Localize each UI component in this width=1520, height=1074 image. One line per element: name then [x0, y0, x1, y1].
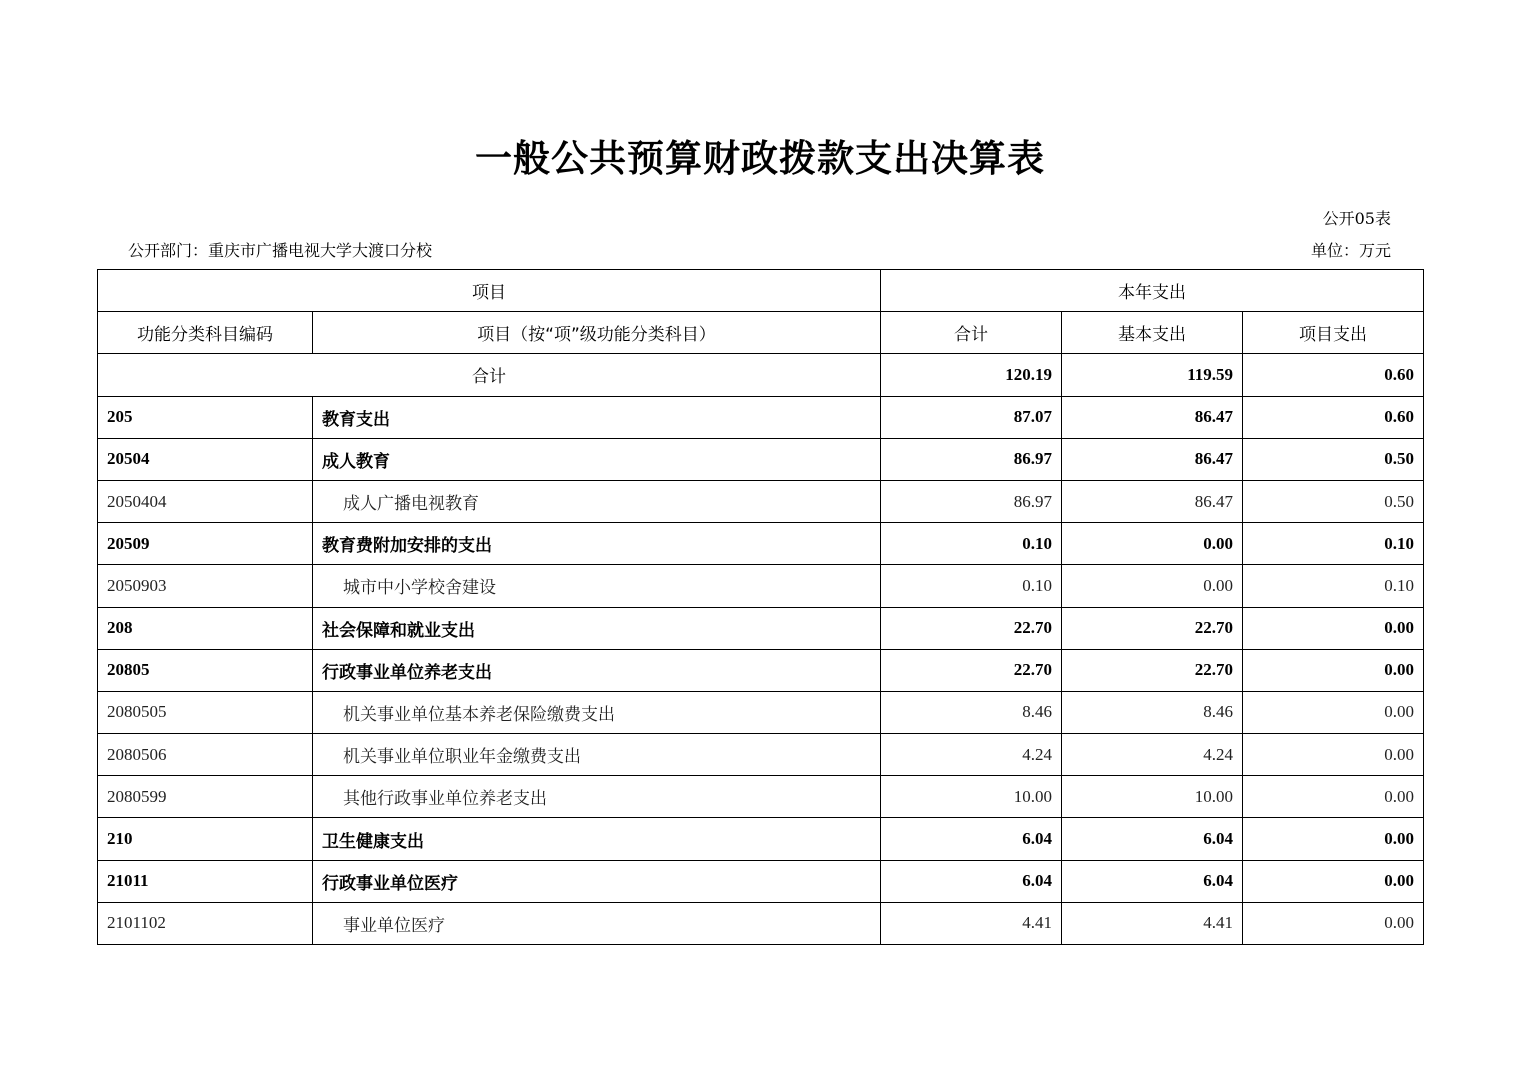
basic-cell: 22.70 [1062, 607, 1243, 649]
code-cell: 2050903 [98, 565, 313, 607]
basic-cell: 86.47 [1062, 480, 1243, 522]
total-cell: 87.07 [881, 396, 1062, 438]
name-cell: 教育费附加安排的支出 [313, 523, 881, 565]
total-cell: 4.24 [881, 734, 1062, 776]
header-year-expenditure-group: 本年支出 [881, 270, 1424, 312]
basic-cell: 4.24 [1062, 734, 1243, 776]
project-cell: 0.10 [1243, 565, 1424, 607]
total-amount: 120.19 [881, 354, 1062, 396]
project-cell: 0.00 [1243, 818, 1424, 860]
code-cell: 210 [98, 818, 313, 860]
name-cell: 卫生健康支出 [313, 818, 881, 860]
header-project: 项目支出 [1243, 312, 1424, 354]
header-group-row [98, 270, 1424, 312]
name-cell: 成人广播电视教育 [313, 480, 881, 522]
code-cell: 2080505 [98, 691, 313, 733]
project-cell: 0.50 [1243, 480, 1424, 522]
project-cell: 0.00 [1243, 607, 1424, 649]
table-row [98, 776, 1424, 818]
table-row [98, 734, 1424, 776]
total-cell: 0.10 [881, 523, 1062, 565]
basic-cell: 22.70 [1062, 649, 1243, 691]
header-code: 功能分类科目编码 [98, 312, 313, 354]
budget-table [97, 269, 1424, 945]
project-cell: 0.50 [1243, 438, 1424, 480]
table-number: 公开05表 [1322, 209, 1391, 228]
code-cell: 208 [98, 607, 313, 649]
code-cell: 2050404 [98, 480, 313, 522]
table-row [98, 691, 1424, 733]
code-cell: 205 [98, 396, 313, 438]
table-row [98, 649, 1424, 691]
total-project: 0.60 [1243, 354, 1424, 396]
project-cell: 0.00 [1243, 691, 1424, 733]
table-row [98, 607, 1424, 649]
total-cell: 0.10 [881, 565, 1062, 607]
total-cell: 4.41 [881, 902, 1062, 944]
table-row [98, 396, 1424, 438]
name-cell: 其他行政事业单位养老支出 [313, 776, 881, 818]
unit-label: 单位：万元 [1310, 241, 1391, 260]
project-cell: 0.10 [1243, 523, 1424, 565]
code-cell: 20509 [98, 523, 313, 565]
total-cell: 22.70 [881, 607, 1062, 649]
total-cell: 22.70 [881, 649, 1062, 691]
page-title: 一般公共预算财政拨款支出决算表 [475, 137, 1045, 180]
basic-cell: 8.46 [1062, 691, 1243, 733]
basic-cell: 6.04 [1062, 860, 1243, 902]
table-row [98, 902, 1424, 944]
total-basic: 119.59 [1062, 354, 1243, 396]
table-row [98, 438, 1424, 480]
name-cell: 教育支出 [313, 396, 881, 438]
department-label: 公开部门：重庆市广播电视大学大渡口分校 [128, 241, 433, 260]
project-cell: 0.00 [1243, 734, 1424, 776]
code-cell: 21011 [98, 860, 313, 902]
table-row [98, 565, 1424, 607]
total-cell: 8.46 [881, 691, 1062, 733]
basic-cell: 86.47 [1062, 396, 1243, 438]
code-cell: 20805 [98, 649, 313, 691]
header-total: 合计 [881, 312, 1062, 354]
basic-cell: 10.00 [1062, 776, 1243, 818]
project-cell: 0.60 [1243, 396, 1424, 438]
table-row [98, 860, 1424, 902]
header-column-row [98, 312, 1424, 354]
total-cell: 6.04 [881, 860, 1062, 902]
project-cell: 0.00 [1243, 649, 1424, 691]
name-cell: 机关事业单位职业年金缴费支出 [313, 734, 881, 776]
header-name: 项目（按“项”级功能分类科目） [313, 312, 881, 354]
name-cell: 社会保障和就业支出 [313, 607, 881, 649]
basic-cell: 86.47 [1062, 438, 1243, 480]
project-cell: 0.00 [1243, 860, 1424, 902]
project-cell: 0.00 [1243, 902, 1424, 944]
total-row [98, 354, 1424, 396]
header-project-group: 项目 [98, 270, 881, 312]
name-cell: 成人教育 [313, 438, 881, 480]
total-cell: 10.00 [881, 776, 1062, 818]
name-cell: 事业单位医疗 [313, 902, 881, 944]
table-row [98, 480, 1424, 522]
code-cell: 2080599 [98, 776, 313, 818]
basic-cell: 4.41 [1062, 902, 1243, 944]
header-basic: 基本支出 [1062, 312, 1243, 354]
code-cell: 2101102 [98, 902, 313, 944]
total-cell: 86.97 [881, 438, 1062, 480]
name-cell: 机关事业单位基本养老保险缴费支出 [313, 691, 881, 733]
table-row [98, 523, 1424, 565]
code-cell: 2080506 [98, 734, 313, 776]
total-cell: 6.04 [881, 818, 1062, 860]
table-row [98, 818, 1424, 860]
basic-cell: 6.04 [1062, 818, 1243, 860]
name-cell: 行政事业单位医疗 [313, 860, 881, 902]
total-label: 合计 [98, 354, 881, 396]
name-cell: 城市中小学校舍建设 [313, 565, 881, 607]
name-cell: 行政事业单位养老支出 [313, 649, 881, 691]
project-cell: 0.00 [1243, 776, 1424, 818]
total-cell: 86.97 [881, 480, 1062, 522]
basic-cell: 0.00 [1062, 523, 1243, 565]
basic-cell: 0.00 [1062, 565, 1243, 607]
code-cell: 20504 [98, 438, 313, 480]
